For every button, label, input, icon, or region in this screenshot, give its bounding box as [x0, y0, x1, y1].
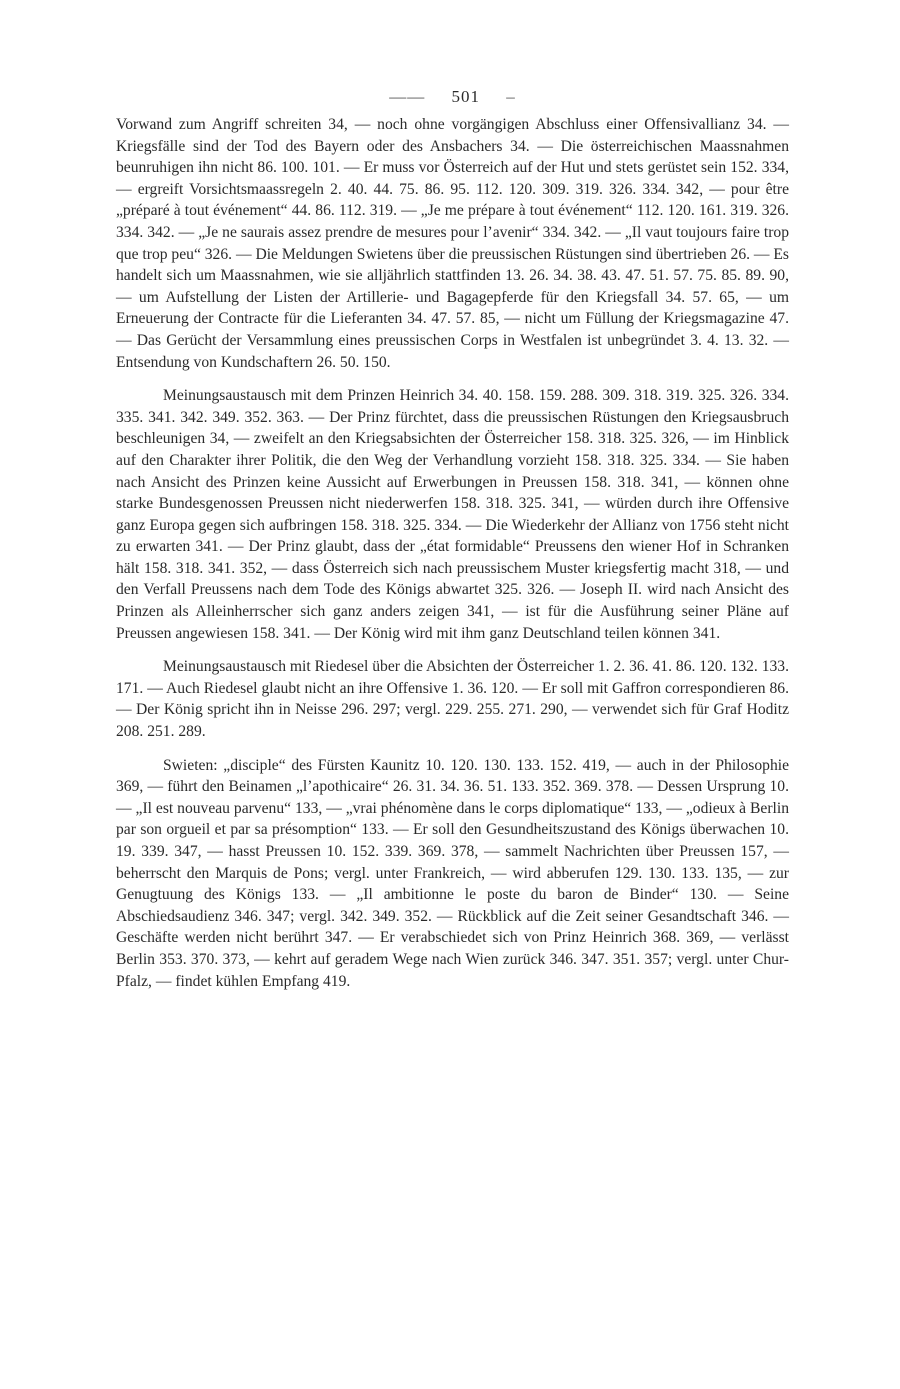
- index-paragraph-3: Meinungsaustausch mit Riedesel über die Absichten der Österreicher 1. 2. 36. 41. 86. 120. 132. 133. 171. — Auch Riedesel glaubt nicht an ihre Offensive 1. 36. 120. — Er soll mit Gaffron correspondieren 86. — Der König spricht ihn in Neisse 296. 297; vergl. 229. 255. 271. 290, — verwendet sich für Graf Hoditz 208. 251. 289.: [116, 658, 789, 741]
- paragraph-gap: [116, 373, 789, 385]
- index-paragraph-2: Meinungsaustausch mit dem Prinzen Heinrich 34. 40. 158. 159. 288. 309. 318. 319. 325. 326. 334. 335. 341. 342. 349. 352. 363. — Der Prinz fürchtet, dass die preussischen Rüstungen den Kriegsausbruch beschleunigen 34, — zweifelt an den Kriegsabsichten der Österreicher 158. 318. 325. 326, — im Hinblick auf den Charakter ihrer Politik, die den Weg der Verhandlung vorzieht 158. 318. 325. 334. — Sie haben nach Ansicht des Prinzen keine Aussicht auf Erwerbungen in Preussen 158. 318. 341, — können ohne starke Bundesgenossen Preussen nicht niederwerfen 158. 318. 325. 341, — würden durch ihre Offensive ganz Europa gegen sich aufbringen 158. 318. 325. 334. — Die Wiederkehr der Allianz von 1756 steht nicht zu erwarten 341. — Der Prinz glaubt, dass der „état formidable“ Preussens den wiener Hof in Schranken hält 158. 318. 341. 352, — dass Österreich sich nach preussischem Muster kriegsfertig macht 318, — und den Verfall Preussens nach dem Tode des Königs abwartet 325. 326. — Joseph II. wird nach Ansicht des Prinzen als Alleinherrscher sich ganz anders zeigen 341, — ist für die Ausführung seiner Pläne auf Preussen angewiesen 158. 341. — Der König wird mit ihm ganz Deutschland teilen können 341.: [116, 387, 789, 642]
- page-number: 501: [451, 87, 480, 106]
- header-dash-right: –: [506, 87, 516, 106]
- index-paragraph-4: Swieten: „disciple“ des Fürsten Kaunitz 10. 120. 130. 133. 152. 419, — auch in der Philosophie 369, — führt den Beinamen „l’apothicaire“ 26. 31. 34. 36. 51. 133. 352. 369. 378. — Dessen Ursprung 10. — „Il est nouveau parvenu“ 133, — „vrai phénomène dans le corps diplomatique“ 133, — „odieux à Berlin par son orgueil et par sa présomption“ 133. — Er soll den Gesundheitszustand des Königs überwachen 10. 19. 339. 347, — hasst Preussen 10. 152. 339. 369. 378, — sammelt Nachrichten über Preussen 157, — beherrscht den Marquis de Pons; vergl. unter Frankreich, — wird abberufen 129. 130. 133. 135, — zur Genugtuung des Königs 133. — „Il ambitionne le poste du baron de Binder“ 130. — Seine Abschiedsaudienz 346. 347; vergl. 342. 349. 352. — Rückblick auf die Zeit seiner Gesandtschaft 346. — Geschäfte werden nicht berührt 347. — Er verabschiedet sich von Prinz Heinrich 368. 369, — verlässt Berlin 353. 370. 373, — kehrt auf geradem Wege nach Wien zurück 346. 347. 351. 357; vergl. unter Chur-Pfalz, — findet kühlen Empfang 419.: [116, 756, 789, 990]
- page-header: [116, 84, 789, 114]
- index-paragraph-1: Vorwand zum Angriff schreiten 34, — noch ohne vorgängigen Abschluss einer Offensivallianz 34. — Kriegsfälle sind der Tod des Bayern oder des Ansbachers 34. — Die österreichischen Maassnahmen beunruhigen ihn nicht 86. 100. 101. — Er muss vor Österreich auf der Hut und stets gerüstet sein 152. 334, — ergreift Vorsichtsmaassregeln 2. 40. 44. 75. 86. 95. 112. 120. 309. 319. 326. 334. 342, — pour être „préparé à tout événement“ 44. 86. 112. 319. — „Je me prépare à tout événement“ 112. 120. 161. 319. 326. 334. 342. — „Je ne saurais assez prendre de mesures pour l’avenir“ 334. 342. — „Il vaut toujours faire trop que trop peu“ 326. — Die Meldungen Swietens über die preussischen Rüstungen sind übertrieben 26. — Es handelt sich um Maassnahmen, wie sie alljährlich stattfinden 13. 26. 34. 38. 43. 47. 51. 57. 75. 85. 89. 90, — um Aufstellung der Listen der Artillerie- und Bagagepferde für den Kriegsfall 34. 57. 65, — um Erneuerung der Contracte für die Lieferanten 34. 47. 57. 85, — nicht um Füllung der Kriegsmagazine 47. — Das Gerücht der Versammlung eines preussischen Corps in Westfalen ist unbegründet 3. 4. 13. 32. — Entsendung von Kundschaftern 26. 50. 150.: [116, 116, 789, 371]
- paragraph-gap: [116, 743, 789, 755]
- paragraph-gap: [116, 644, 789, 656]
- document-page: [116, 84, 789, 992]
- header-dash-left: ——: [389, 87, 426, 106]
